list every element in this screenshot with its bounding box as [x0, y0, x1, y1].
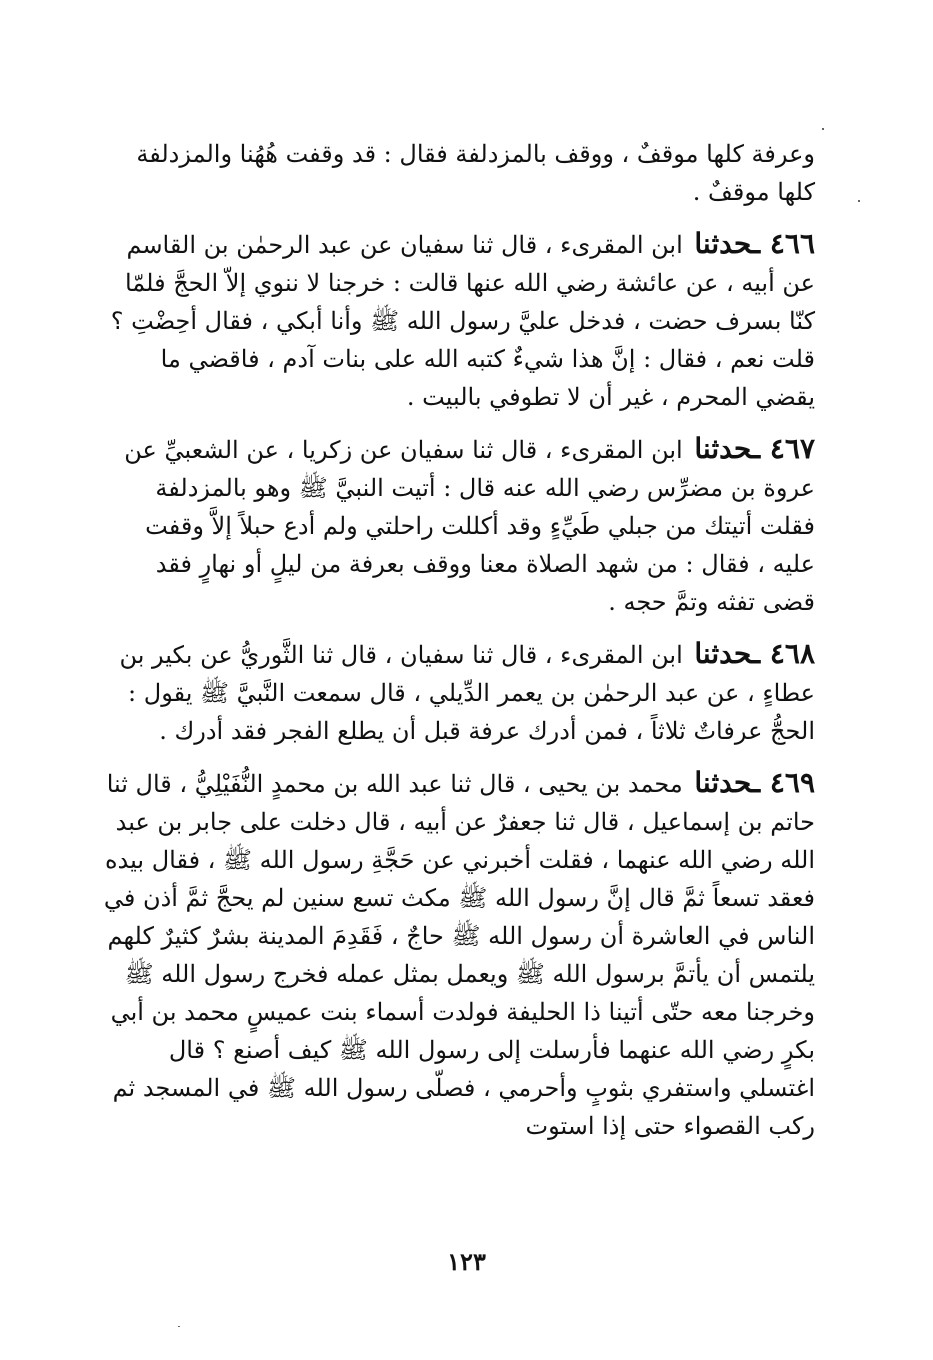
- hadith-467: [100, 430, 815, 621]
- hadith-text-block: [100, 135, 815, 1145]
- hadith-466: [100, 225, 815, 416]
- hadith-label: حدثنا: [694, 637, 752, 670]
- hadith-number: ٤٦٨: [769, 637, 815, 670]
- hadith-label: حدثنا: [694, 766, 752, 799]
- continuation-paragraph: [100, 135, 815, 211]
- hadith-text: محمد بن يحيى ، قال ثنا عبد الله بن محمدٍ النُّفَيْلِيُّ ، قال ثنا حاتم بن إسماعيل ، قال ثنا جعفرٌ عن أبيه ، قال دخلت على جابر بن عبد الله رضي الله عنهما ، فقلت أخبرني عن حَجَّةِ رسول الله ﷺ ، فقال بيده فعقد تسعاً ثمَّ قال إنَّ رسول الله ﷺ مكث تسع سنين لم يحجَّ ثمَّ أذن في الناس في العاشرة أن رسول الله ﷺ حاجٌ ، فَقَدِمَ المدينة بشرٌ كثيرٌ كلهم يلتمس أن يأتمَّ برسول الله ﷺ ويعمل بمثل عمله فخرج رسول الله ﷺ وخرجنا معه حتّى أتينا ذا الحليفة فولدت أسماء بنت عميسٍ محمد بن أبي بكرٍ رضي الله عنهما فأرسلت إلى رسول الله ﷺ كيف أصنع ؟ قال اغتسلي واستفري بثوبٍ وأحرمي ، فصلّى رسول الله ﷺ في المسجد ثم ركب القصواء حتى إذا استوت: [103, 770, 815, 1140]
- hadith-label: حدثنا: [694, 227, 752, 260]
- hadith-label: حدثنا: [694, 432, 752, 465]
- scan-speck: [822, 128, 824, 130]
- hadith-number: ٤٦٧: [769, 432, 815, 465]
- hadith-text: ابن المقرىء ، قال ثنا سفيان عن عبد الرحمٰن بن القاسم عن أبيه ، عن عائشة رضي الله عنها قالت : خرجنا لا ننوي إلاّ الحجَّ فلمّا كنّا بسرف حضت ، فدخل عليَّ رسول الله ﷺ وأنا أبكي ، فقال أحِضْتِ ؟ قلت نعم ، فقال : إنَّ هذا شيءٌ كتبه الله على بنات آدم ، فاقضي ما يقضي المحرم ، غير أن لا تطوفي بالبيت .: [110, 231, 815, 411]
- hadith-text: ابن المقرىء ، قال ثنا سفيان ، قال ثنا الثَّوريُّ عن بكير بن عطاءٍ ، عن عبد الرحمٰن بن يعمر الدِّيلي ، قال سمعت النَّبيَّ ﷺ يقول : الحجُّ عرفاتٌ ثلاثاً ، فمن أدرك عرفة قبل أن يطلع الفجر فقد أدرك .: [119, 641, 815, 745]
- scan-speck: [858, 200, 860, 202]
- hadith-text: ابن المقرىء ، قال ثنا سفيان عن زكريا ، عن الشعبيِّ عن عروة بن مضرِّس رضي الله عنه قال : أتيت النبيَّ ﷺ وهو بالمزدلفة فقلت أتيتك من جبلي طَيِّءٍ وقد أكللت راحلتي ولم أدع حبلاً إلاَّ وقفت عليه ، فقال : من شهد الصلاة معنا ووقف بعرفة من ليلٍ أو نهارٍ فقد قضى تفثه وتمَّ حجه .: [124, 436, 815, 616]
- hadith-number: ٤٦٩: [769, 766, 815, 799]
- page-number: ١٢٣: [447, 1247, 486, 1276]
- paragraph-text: وعرفة كلها موقفٌ ، ووقف بالمزدلفة فقال : قد وقفت هُهُنا والمزدلفة كلها موقفٌ .: [136, 140, 815, 206]
- hadith-separator: ـ: [751, 227, 770, 260]
- hadith-separator: ـ: [751, 637, 770, 670]
- hadith-separator: ـ: [751, 432, 770, 465]
- hadith-number: ٤٦٦: [769, 227, 815, 260]
- hadith-469: [100, 764, 815, 1145]
- hadith-separator: ـ: [751, 766, 770, 799]
- hadith-468: [100, 635, 815, 750]
- scan-speck: [178, 1326, 180, 1327]
